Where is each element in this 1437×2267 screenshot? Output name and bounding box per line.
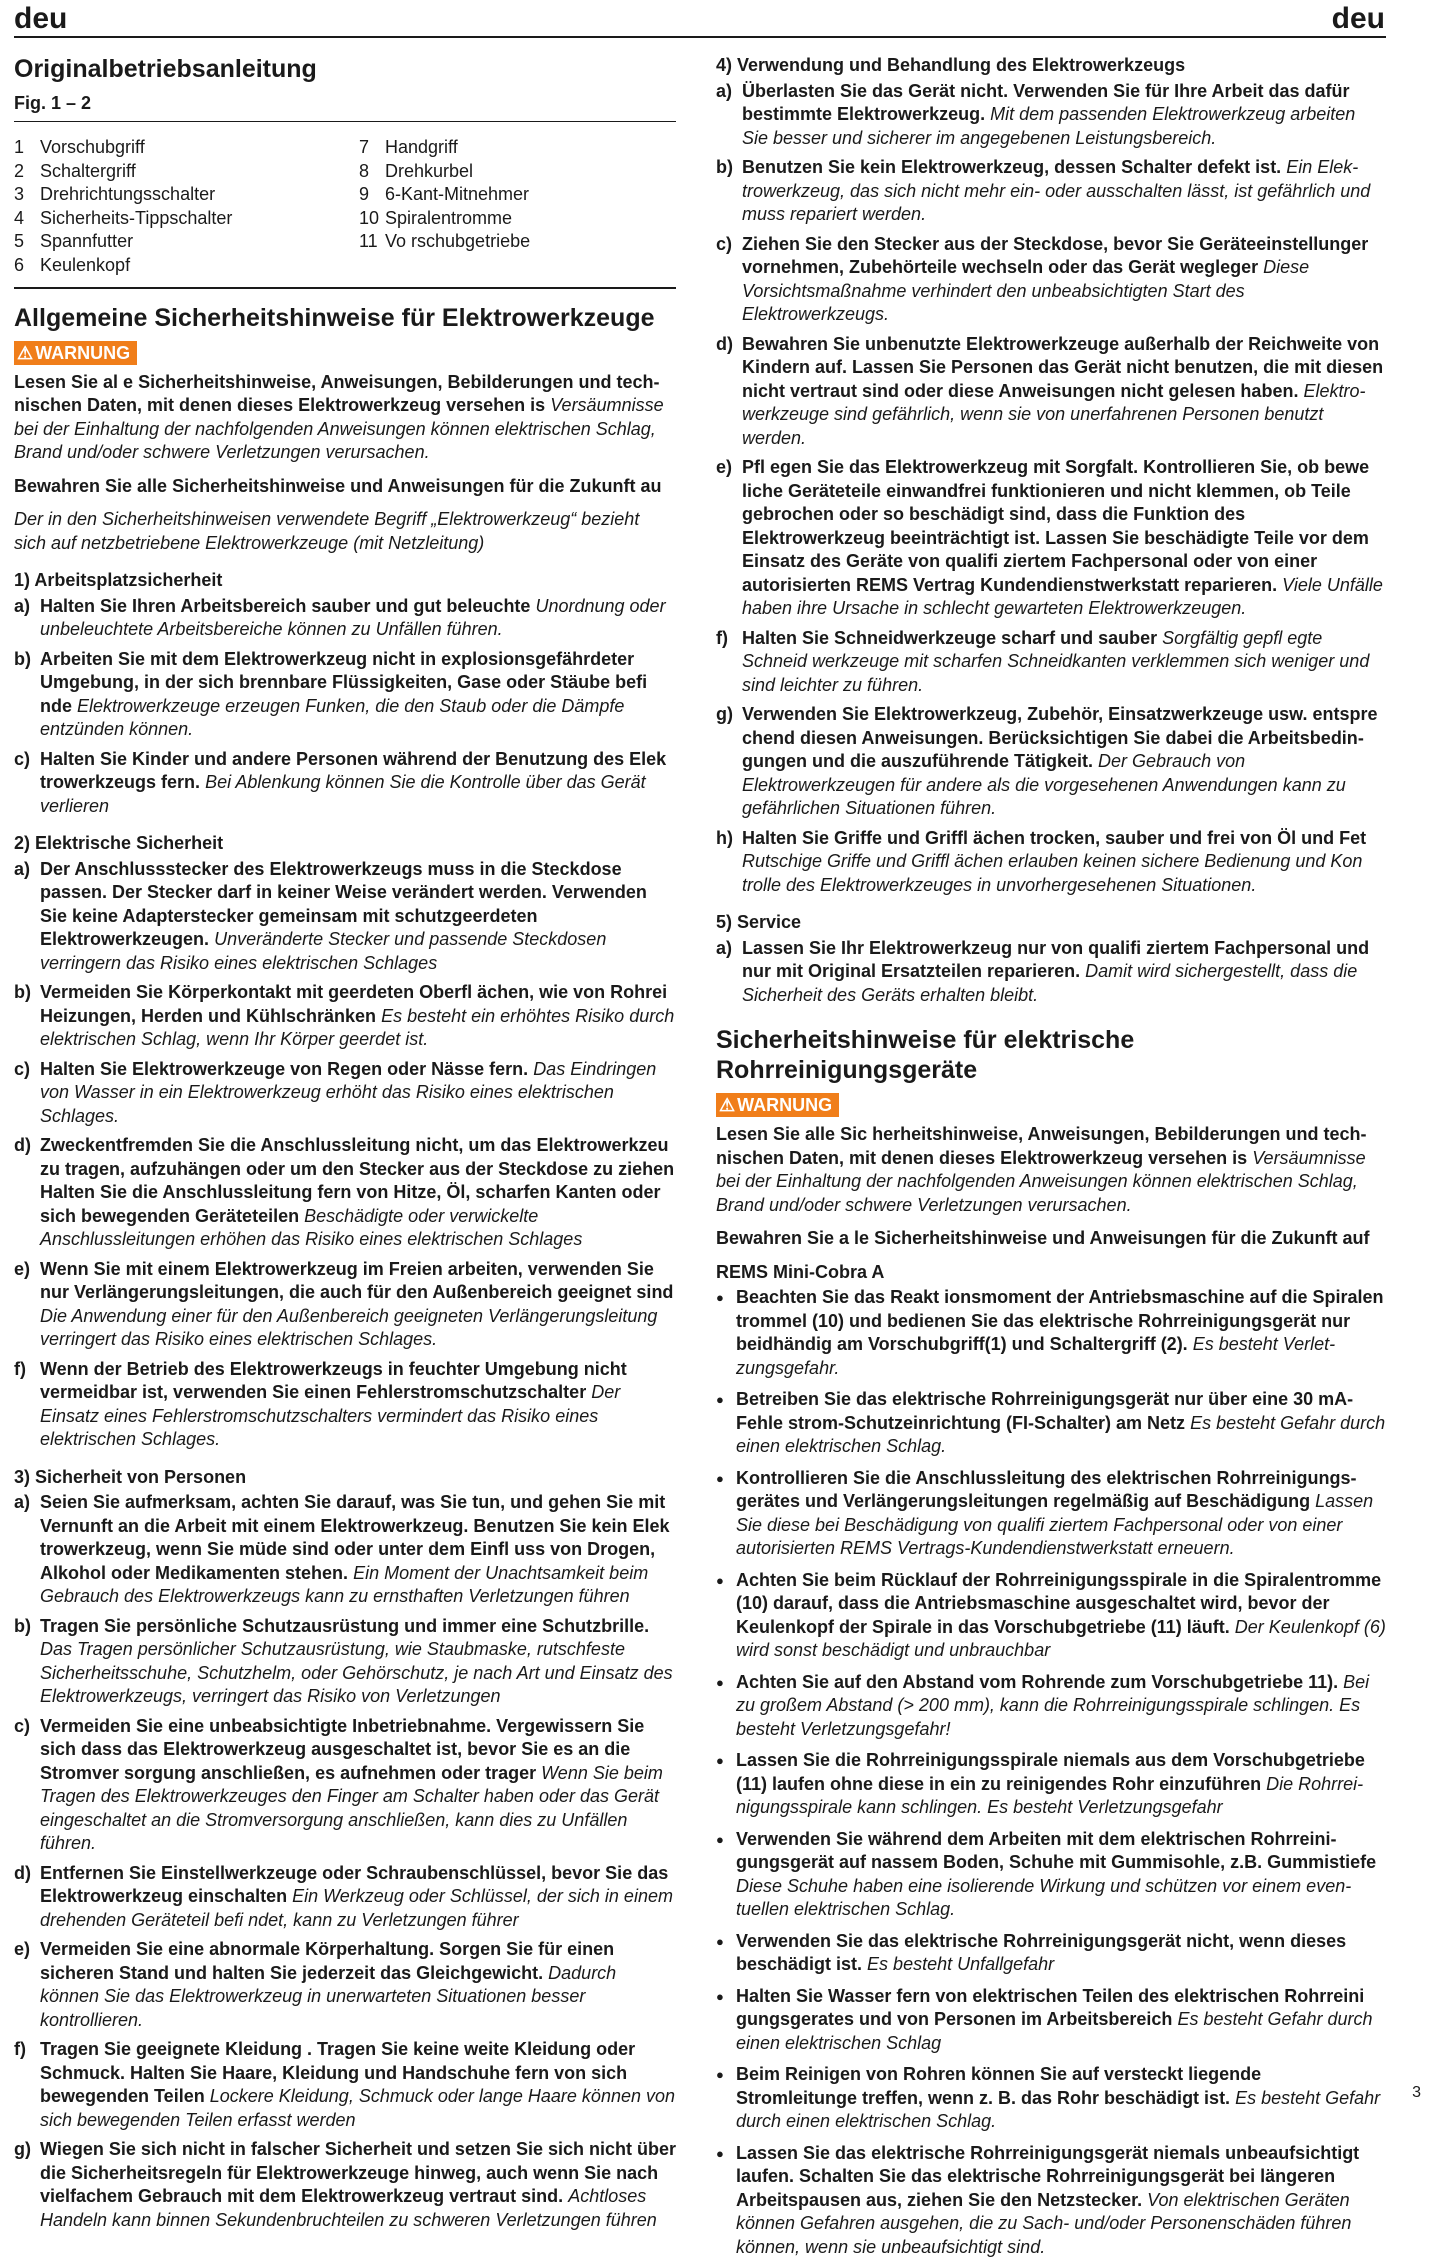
bullet-text [736, 1828, 1386, 1922]
bullet-bold-text: Beim Reinigen von Rohren können Sie auf versteckt liegende Stromleitunge treffen, wenn z. B. das Rohr beschädigt ist. [736, 2064, 1262, 2108]
item-text [40, 1715, 676, 1856]
warning-badge [14, 341, 137, 365]
parts-list-item [359, 207, 676, 231]
item-text [742, 627, 1386, 698]
part-number: 6 [14, 254, 25, 275]
figure-reference: Fig. 1 – 2 [14, 93, 92, 113]
item-label: c) [14, 748, 31, 769]
bullet-italic-text: Die Rohrreinigungsspirale kann schlingen. Es besteht Verletzungsgefahr [736, 1773, 1364, 1817]
item-text [40, 1134, 676, 1252]
bullet-italic-text: Diese Schuhe haben eine isolierende Wirkung und schützen vor einem eventuellen elektrischen Schlag. [736, 1875, 1352, 1919]
item-label: h) [716, 827, 733, 848]
item-label: a) [14, 858, 31, 879]
item-bold-text: Zweckentfremden Sie die Anschlussleitung nicht, um das Elektrowerkzeu zu tragen, aufzuhängen oder um den Stecker aus der Steckdose zu ziehen Halten Sie die Anschlussleitung fern von Hitze, Öl, scharfen Kanten oder sich bewegenden Geräteteilen [40, 1135, 675, 1226]
item-italic-text: Unveränderte Stecker und passende Steckdosen verringern das Risiko eines elektrischen Schlages [40, 929, 607, 973]
item-italic-text: Dadurch können Sie das Elektrowerkzeug in unerwarteten Situationen besser kontrollieren. [40, 1962, 617, 2030]
bullet-item [716, 2063, 1386, 2134]
parts-list-item [14, 230, 359, 254]
bullet-icon: ● [716, 1674, 724, 1690]
divider [14, 121, 676, 123]
item-label: b) [14, 1615, 31, 1636]
part-label: Drehrichtungsschalter [40, 184, 216, 204]
part-number: 2 [14, 160, 25, 181]
bullet-bold-text: Kontrollieren Sie die Anschlussleitung des elektrischen Rohrreinigungsgerätes und Verlängerungsleitungen regelmäßig auf Beschädigung [736, 1467, 1357, 1511]
bullet-bold-text: Achten Sie auf den Abstand vom Rohrende zum Vorschubgetriebe 11). [736, 1671, 1339, 1692]
item-text [40, 1862, 676, 1933]
parts-list-item [359, 230, 676, 254]
bullet-text [736, 1388, 1386, 1459]
instruction-item [716, 456, 1386, 621]
instruction-item [14, 595, 676, 642]
part-label: Sicherheits-Tippschalter [40, 207, 233, 228]
item-text [40, 1058, 676, 1129]
item-label: d) [14, 1135, 31, 1155]
bullet-bold-text: Lassen Sie das elektrische Rohrreinigungsgerät niemals unbeaufsichtigt laufen. Schalten Sie das elektrische Rohrreinigungsgerät bei längeren Arbeitspausen aus, ziehen Sie den Netzstecker. [736, 2142, 1360, 2210]
item-label: e) [14, 1258, 31, 1279]
item-bold-text: Ziehen Sie den Stecker aus der Steckdose, bevor Sie Geräteeinstellunger vornehmen, Zubehörteile wechseln oder das Gerät wegleger [742, 233, 1369, 277]
item-text [40, 1358, 676, 1452]
part-number: 7 [359, 137, 370, 157]
item-label: a) [716, 937, 733, 958]
item-bold-text: Vermeiden Sie eine abnormale Körperhaltung. Sorgen Sie für einen sicheren Stand und halten Sie jederzeit das Gleichgewicht. [40, 1939, 615, 1983]
model-name: REMS Mini-Cobra A [716, 1261, 885, 1282]
language-label-right: deu [1331, 2, 1385, 35]
item-italic-text: Das Tragen persönlicher Schutzausrüstung, wie Staubmaske, rutschfeste Sicherheitsschuhe, Schutzhelm, oder Gehörschutz, je nach Art und Einsatz des Elektrowerkzeugs, verringert das Risiko von Verletzungen [40, 1639, 673, 1706]
part-number: 11 [359, 231, 378, 251]
item-label: d) [14, 1862, 31, 1883]
bullet-item [716, 1388, 1386, 1459]
section-heading: 4) Verwendung und Behandlung des Elektrowerkzeugs [716, 55, 1186, 75]
warning-badge [716, 1093, 839, 1117]
bullet-italic-text: Es besteht Unfallgefahr [867, 1954, 1055, 1974]
item-bold-text: Benutzen Sie kein Elektrowerkzeug, dessen Schalter defekt ist. [742, 157, 1282, 177]
bullet-text [736, 1569, 1386, 1663]
item-italic-text: Rutschige Griffe und Griffl ächen erlauben keinen sichere Bedienung und Kon trolle des Elektrowerkzeuges in unvorhergesehenen Situationen. [742, 851, 1363, 895]
warning-label: WARNUNG [737, 1095, 833, 1115]
left-sections [14, 569, 676, 2232]
item-text [40, 1615, 676, 1709]
bullet-text [736, 2063, 1386, 2134]
bullet-list [716, 1286, 1386, 2259]
item-label: e) [716, 457, 733, 477]
bullet-item [716, 1985, 1386, 2056]
bullet-text [736, 2142, 1386, 2260]
item-bold-text: Halten Sie Griffe und Griffl ächen trocken, sauber und frei von Öl und Fet [742, 827, 1367, 848]
item-italic-text: Ein Elektrowerkzeug, das sich nicht mehr ein- oder ausschalten lässt, ist gefährlich und muss repariert werden. [742, 157, 1371, 224]
bullet-icon: ● [716, 1290, 724, 1305]
parts-list [14, 136, 676, 277]
bullet-italic-text: Lassen Sie diese bei Beschädigung von qualifi ziertem Fachpersonal oder von einer autorisierten REMS Vertrags-Kundendienstwerkstatt erneuern. [736, 1491, 1374, 1558]
right-sections [716, 54, 1386, 1007]
bullet-icon: ● [716, 1933, 724, 1949]
item-italic-text: Wenn Sie beim Tragen des Elektrowerkzeuges den Finger am Schalter haben oder das Gerät eingeschaltet an die Stromversorgung anschließen, kann dies zu Unfällen führen. [40, 1762, 663, 1853]
bullet-italic-text: Bei zu großem Abstand (> 200 mm), kann die Rohrreinigungsspirale schlingen. Es besteht Verletzungsgefahr! [736, 1671, 1370, 1739]
parts-list-item [14, 207, 359, 231]
header-rule [14, 36, 1386, 38]
item-label: c) [14, 1058, 31, 1079]
bullet-icon: ● [716, 1392, 724, 1407]
instruction-item [14, 2038, 676, 2132]
item-italic-text: Sorgfältig gepfl egte Schneid werkzeuge mit scharfen Schneidkanten verklemmen sich weniger und sind leichter zu führen. [742, 627, 1370, 695]
bullet-italic-text: Es besteht Gefahr durch einen elektrischen Schlag. [736, 2087, 1381, 2131]
item-text [40, 858, 676, 976]
item-italic-text: Elektrowerkzeuge sind gefährlich, wenn sie von unerfahrenen Personen benutzt werden. [742, 380, 1366, 448]
section-heading: 5) Service [716, 912, 802, 932]
item-text [40, 1938, 676, 2032]
item-bold-text: Halten Sie Ihren Arbeitsbereich sauber und gut beleuchte [40, 595, 531, 616]
bullet-item [716, 1930, 1386, 1977]
pipe-cleaner-safety-title: Sicherheitshinweise für elektrische Rohrreinigungsgeräte [716, 1026, 1135, 1084]
item-label: f) [14, 2039, 26, 2059]
instruction-item [716, 233, 1386, 327]
instruction-item [14, 648, 676, 742]
item-bold-text: Wiegen Sie sich nicht in falscher Sicherheit und setzen Sie sich nicht über die Sicherheitsregeln für Elektrowerkzeuge hinweg, auch wenn Sie nach vielfachem Gebrauch mit dem Elektrowerkzeug vertraut sind. [40, 2139, 676, 2206]
item-italic-text: Lockere Kleidung, Schmuck oder lange Haare können von sich bewegenden Teilen erfasst werden [40, 2086, 676, 2130]
item-bold-text: Verwenden Sie Elektrowerkzeug, Zubehör, Einsatzwerkzeuge usw. entspre chend diesen Anweisungen. Berücksichtigen Sie dabei die Arbeitsbedingungen und die auszuführende Tätigkeit. [742, 704, 1378, 771]
item-italic-text: Achtloses Handeln kann binnen Sekundenbruchteilen zu schweren Verletzungen führen [40, 2186, 657, 2230]
left-column [14, 54, 676, 2238]
general-safety-title: Allgemeine Sicherheitshinweise für Elektrowerkzeuge [14, 303, 655, 332]
bullet-bold-text: Beachten Sie das Reakt ionsmoment der Antriebsmaschine auf die Spiralen trommel (10) und bedienen Sie das elektrische Rohrreinigungsgerät nur beidhändig am Vorschubgriff(1) und Schaltergriff (2). [736, 1287, 1384, 1354]
bullet-item [716, 1749, 1386, 1820]
instruction-item [14, 1615, 676, 1709]
item-bold-text: Halten Sie Kinder und andere Personen während der Benutzung des Elek trowerkzeugs fern. [40, 748, 667, 792]
item-bold-text: Wenn der Betrieb des Elektrowerkzeugs in feuchter Umgebung nicht vermeidbar ist, verwenden Sie einen Fehlerstromschutzschalter [40, 1358, 627, 1402]
item-bold-text: Entfernen Sie Einstellwerkzeuge oder Schraubenschlüssel, bevor Sie das Elektrowerkzeug einschalten [40, 1862, 669, 1906]
item-label: c) [716, 233, 733, 254]
keep-instructions: Bewahren Sie alle Sicherheitshinweise und Anweisungen für die Zukunft au [14, 475, 662, 496]
bullet-text [736, 1467, 1386, 1561]
instruction-item [14, 1938, 676, 2032]
item-text [40, 595, 676, 642]
intro-paragraph: Lesen Sie alle Sic herheitshinweise, Anweisungen, Bebilderungen und technischen Daten, mit denen dieses Elektrowerkzeug versehen is Versäumnisse bei der Einhaltung der nachfolgenden Anweisungen können elektrischen Schlag, Brand und/oder schwere Verletzungen verursachen. [716, 1124, 1367, 1215]
instruction-item [716, 703, 1386, 821]
item-bold-text: Bewahren Sie unbenutzte Elektrowerkzeuge außerhalb der Reichweite von Kindern auf. Lassen Sie Personen das Gerät nicht benutzen, die mit diesen nicht vertraut sind oder diese Anweisungen nicht gelesen haben. [742, 333, 1384, 401]
item-bold-text: Lassen Sie Ihr Elektrowerkzeug nur von qualifi ziertem Fachpersonal und nur mit Original Ersatzteilen reparieren. [742, 937, 1370, 981]
part-number: 10 [359, 207, 380, 228]
bullet-bold-text: Lassen Sie die Rohrreinigungsspirale niemals aus dem Vorschubgetriebe (11) laufen ohne diese in ein zu reinigendes Rohr einzuführen [736, 1750, 1365, 1794]
item-label: d) [716, 333, 733, 354]
item-text [742, 827, 1386, 898]
bullet-bold-text: Betreiben Sie das elektrische Rohrreinigungsgerät nur über eine 30 mA-Fehle strom-Schutzeinrichtung (FI-Schalter) am Netz [736, 1389, 1354, 1433]
bullet-italic-text: Es besteht Gefahr durch einen elektrischen Schlag [736, 2009, 1373, 2053]
instruction-item [14, 858, 676, 976]
item-label: b) [716, 157, 733, 177]
item-label: f) [716, 627, 728, 648]
page-title: Originalbetriebsanleitung [14, 55, 317, 83]
item-text [742, 80, 1386, 151]
instruction-item [14, 1862, 676, 1933]
part-number: 9 [359, 184, 370, 204]
item-text [40, 981, 676, 1052]
item-label: b) [14, 982, 31, 1002]
item-label: a) [716, 80, 733, 101]
instruction-item [14, 1491, 676, 1609]
item-label: e) [14, 1939, 31, 1959]
item-italic-text: Bei Ablenkung können Sie die Kontrolle über das Gerät verlieren [40, 772, 646, 816]
item-italic-text: Viele Unfälle haben ihre Ursache in schlecht gewarteten Elektrowerkzeugen. [742, 574, 1383, 618]
instruction-item [716, 627, 1386, 698]
item-text [40, 1491, 676, 1609]
instruction-item [716, 80, 1386, 151]
item-text [742, 703, 1386, 821]
item-text [40, 648, 676, 742]
bullet-item [716, 1671, 1386, 1742]
item-label: b) [14, 648, 31, 669]
warning-label: WARNUNG [35, 342, 131, 363]
bullet-icon: ● [716, 2067, 724, 2082]
bullet-text [736, 1985, 1386, 2056]
parts-list-item [14, 183, 359, 207]
part-number: 8 [359, 160, 370, 181]
divider [14, 287, 676, 289]
item-text [40, 748, 676, 819]
bullet-bold-text: Verwenden Sie das elektrische Rohrreinigungsgerät nicht, wenn dieses beschädigt ist. [736, 1930, 1347, 1974]
item-bold-text: Vermeiden Sie Körperkontakt mit geerdeten Oberfl ächen, wie von Rohrei Heizungen, Herden und Kühlschränken [40, 982, 668, 1026]
bullet-icon: ● [716, 1470, 724, 1486]
item-label: a) [14, 1492, 31, 1512]
instruction-item [14, 1258, 676, 1352]
item-italic-text: Damit wird sichergestellt, dass die Sicherheit des Geräts erhalten bleibt. [742, 961, 1358, 1005]
item-italic-text: Der Gebrauch von Elektrowerkzeugen für andere als die vorgesehenen Anwendungen kann zu gefährlichen Situationen führen. [742, 751, 1346, 818]
item-italic-text: Die Anwendung einer für den Außenbereich geeigneten Verlängerungsleitung verringert das Risiko eines elektrischen Schlages. [40, 1305, 658, 1349]
bullet-item [716, 1286, 1386, 1380]
bullet-text [736, 1749, 1386, 1820]
section-heading: 1) Arbeitsplatzsicherheit [14, 570, 223, 590]
instruction-item [716, 156, 1386, 227]
instruction-item [14, 1715, 676, 1856]
bullet-item [716, 2142, 1386, 2260]
item-text [40, 1258, 676, 1352]
part-label: Vorschubgriff [40, 137, 145, 157]
part-number: 3 [14, 184, 25, 204]
part-number: 4 [14, 207, 25, 228]
part-label: 6-Kant-Mitnehmer [385, 184, 530, 204]
bullet-bold-text: Verwenden Sie während dem Arbeiten mit dem elektrischen Rohrreinigungsgerät auf nassem Boden, Schuhe mit Gummisohle, z.B. Gummistiefe [736, 1828, 1377, 1872]
item-text [40, 2038, 676, 2132]
bullet-italic-text: Von elektrischen Geräten können Gefahren ausgehen, die zu Sach- und/oder Personenschäden führen können, wenn sie unbeaufsichtigt sind. [736, 2189, 1352, 2257]
item-bold-text: Pfl egen Sie das Elektrowerkzeug mit Sorgfalt. Kontrollieren Sie, ob bewe liche Geräteteile einwandfrei funktionieren und nicht klemmen, ob Teile gebrochen oder so beschädigt sind, dass die Funktion des Elektrowerkzeug beeinträchtigt ist. Lassen Sie beschädigte Teile vor dem Einsatz des Geräte von qualifi ziertem Fachpersonal oder von einer autorisierten REMS Vertrag Kundendienstwerkstatt reparieren. [742, 457, 1370, 595]
instruction-item [14, 1134, 676, 1252]
parts-list-item [359, 160, 676, 184]
item-text [742, 937, 1386, 1008]
section-heading: 3) Sicherheit von Personen [14, 1466, 247, 1487]
part-number: 5 [14, 231, 25, 251]
item-bold-text: Der Anschlussstecker des Elektrowerkzeugs muss in die Steckdose passen. Der Stecker darf in keiner Weise verändert werden. Verwenden Sie keine Adapterstecker gemeinsam mit schutzgeerdeten Elektrowerkzeugen. [40, 858, 647, 949]
item-bold-text: Tragen Sie geeignete Kleidung . Tragen Sie keine weite Kleidung oder Schmuck. Halten Sie Haare, Kleidung und Handschuhe fern von sich bewegenden Teilen [40, 2039, 636, 2106]
bullet-icon: ● [716, 1753, 724, 1768]
parts-list-item [14, 160, 359, 184]
item-italic-text: Das Eindringen von Wasser in ein Elektrowerkzeug erhöht das Risiko eines elektrischen Schlages. [40, 1058, 657, 1126]
item-bold-text: Arbeiten Sie mit dem Elektrowerkzeug nicht in explosionsgefährdeter Umgebung, in der sich brennbare Flüssigkeiten, Gase oder Stäube befi nde [40, 648, 648, 716]
item-italic-text: Diese Vorsichtsmaßnahme verhindert den unbeabsichtigten Start des Elektrowerkzeugs. [742, 257, 1310, 324]
item-bold-text: Halten Sie Schneidwerkzeuge scharf und sauber [742, 627, 1158, 648]
definition-note: Der in den Sicherheitshinweisen verwendete Begriff „Elektrowerkzeug“ bezieht sich auf netzbetriebene Elektrowerkzeuge (mit Netzleitung) [14, 509, 640, 553]
bullet-text [736, 1930, 1386, 1977]
item-italic-text: Unordnung oder unbeleuchtete Arbeitsbereiche können zu Unfällen führen. [40, 595, 666, 639]
part-label: Schaltergriff [40, 160, 136, 181]
item-label: c) [14, 1715, 31, 1736]
parts-list-item [14, 254, 359, 278]
instruction-item [716, 827, 1386, 898]
instruction-item [14, 981, 676, 1052]
item-italic-text: Ein Moment der Unachtsamkeit beim Gebrauch des Elektrowerkzeugs kann zu ernsthaften Verletzungen führen [40, 1562, 649, 1606]
instruction-item [14, 2138, 676, 2232]
intro-paragraph: Lesen Sie al e Sicherheitshinweise, Anweisungen, Bebilderungen und technischen Daten, mit denen dieses Elektrowerkzeug versehen is Versäumnisse bei der Einhaltung der nachfolgenden Anweisungen können elektrischen Schlag, Brand und/oder schwere Verletzungen verursachen. [14, 371, 664, 462]
parts-list-item [359, 136, 676, 160]
page-number: 3 [1412, 2084, 1421, 2101]
instruction-item [14, 1058, 676, 1129]
bullet-icon: ● [716, 1572, 724, 1588]
bullet-icon: ● [716, 1831, 724, 1847]
item-bold-text: Halten Sie Elektrowerkzeuge von Regen oder Nässe fern. [40, 1058, 529, 1079]
bullet-item [716, 1828, 1386, 1922]
bullet-italic-text: Es besteht Gefahr durch einen elektrischen Schlag. [736, 1412, 1386, 1456]
item-italic-text: Mit dem passenden Elektrowerkzeug arbeiten Sie besser und sicherer im angegebenen Leistungsbereich. [742, 104, 1356, 148]
bullet-italic-text: Es besteht Verletzungsgefahr. [736, 1334, 1336, 1378]
bullet-bold-text: Achten Sie beim Rücklauf der Rohrreinigungsspirale in die Spiralentromme (10) darauf, dass die Antriebsmaschine ausgeschaltet wird, bevor der Keulenkopf der Spirale in das Vorschubgetriebe (11) läuft. [736, 1569, 1382, 1637]
item-bold-text: Überlasten Sie das Gerät nicht. Verwenden Sie für Ihre Arbeit das dafür bestimmte Elektrowerkzeug. [742, 80, 1350, 124]
part-label: Spiralentromme [385, 207, 513, 228]
part-label: Spannfutter [40, 231, 134, 251]
item-italic-text: Ein Werkzeug oder Schlüssel, der sich in einem drehenden Geräteteil befi ndet, kann zu Verletzungen führer [40, 1886, 673, 1930]
parts-list-item [14, 136, 359, 160]
item-italic-text: Elektrowerkzeuge erzeugen Funken, die den Staub oder die Dämpfe entzünden können. [40, 695, 625, 739]
right-column [716, 54, 1386, 2267]
bullet-bold-text: Halten Sie Wasser fern von elektrischen Teilen des elektrischen Rohrreini gungsgerates und von Personen im Arbeitsbereich [736, 1985, 1365, 2029]
item-label: f) [14, 1358, 26, 1379]
bullet-item [716, 1467, 1386, 1561]
item-italic-text: Der Einsatz eines Fehlerstromschutzschalters vermindert das Risiko eines elektrischen Schlages. [40, 1382, 621, 1449]
instruction-item [14, 748, 676, 819]
item-bold-text: Wenn Sie mit einem Elektrowerkzeug im Freien arbeiten, verwenden Sie nur Verlängerungsleitungen, die auch für den Außenbereich geeignet sind [40, 1258, 674, 1302]
instruction-item [14, 1358, 676, 1452]
item-label: g) [14, 2139, 31, 2159]
part-label: Handgriff [385, 137, 458, 157]
section-heading: 2) Elektrische Sicherheit [14, 833, 224, 853]
bullet-text [736, 1671, 1386, 1742]
part-label: Drehkurbel [385, 160, 474, 181]
item-text [742, 456, 1386, 621]
keep-instructions: Bewahren Sie a le Sicherheitshinweise und Anweisungen für die Zukunft auf [716, 1228, 1370, 1248]
instruction-item [716, 333, 1386, 451]
part-label: Keulenkopf [40, 254, 131, 275]
part-number: 1 [14, 137, 25, 157]
parts-list-item [359, 183, 676, 207]
instruction-item [716, 937, 1386, 1008]
bullet-text [736, 1286, 1386, 1380]
warning-triangle-icon: ⚠ [17, 342, 34, 363]
part-label: Vo rschubgetriebe [385, 231, 531, 251]
item-bold-text: Vermeiden Sie eine unbeabsichtigte Inbetriebnahme. Vergewissern Sie sich dass das Elektrowerkzeug ausgeschaltet ist, bevor Sie es an die Stromver sorgung anschließen, es aufnehmen oder trager [40, 1715, 645, 1783]
item-text [742, 156, 1386, 227]
item-text [742, 233, 1386, 327]
warning-triangle-icon: ⚠ [719, 1095, 736, 1115]
item-label: a) [14, 595, 31, 616]
item-text [742, 333, 1386, 451]
item-italic-text: Es besteht ein erhöhtes Risiko durch elektrischen Schlag, wenn Ihr Körper geerdet ist. [40, 1005, 675, 1049]
item-label: g) [716, 704, 733, 724]
item-italic-text: Beschädigte oder verwickelte Anschlussleitungen erhöhen das Risiko eines elektrischen Schlages [40, 1205, 583, 1249]
bullet-item [716, 1569, 1386, 1663]
bullet-italic-text: Der Keulenkopf (6) wird sonst beschädigt und unbrauchbar [736, 1616, 1386, 1660]
language-label-left: deu [14, 2, 68, 35]
item-bold-text: Tragen Sie persönliche Schutzausrüstung und immer eine Schutzbrille. [40, 1615, 650, 1636]
bullet-icon: ● [716, 1988, 724, 2004]
item-bold-text: Seien Sie aufmerksam, achten Sie darauf, was Sie tun, und gehen Sie mit Vernunft an die Arbeit mit einem Elektrowerkzeug. Benutzen Sie kein Elek trowerkzeug, wenn Sie müde sind oder unter dem Einfl uss von Drogen, Alkohol oder Medikamenten stehen. [40, 1492, 670, 1583]
item-text [40, 2138, 676, 2232]
bullet-icon: ● [716, 2145, 724, 2161]
